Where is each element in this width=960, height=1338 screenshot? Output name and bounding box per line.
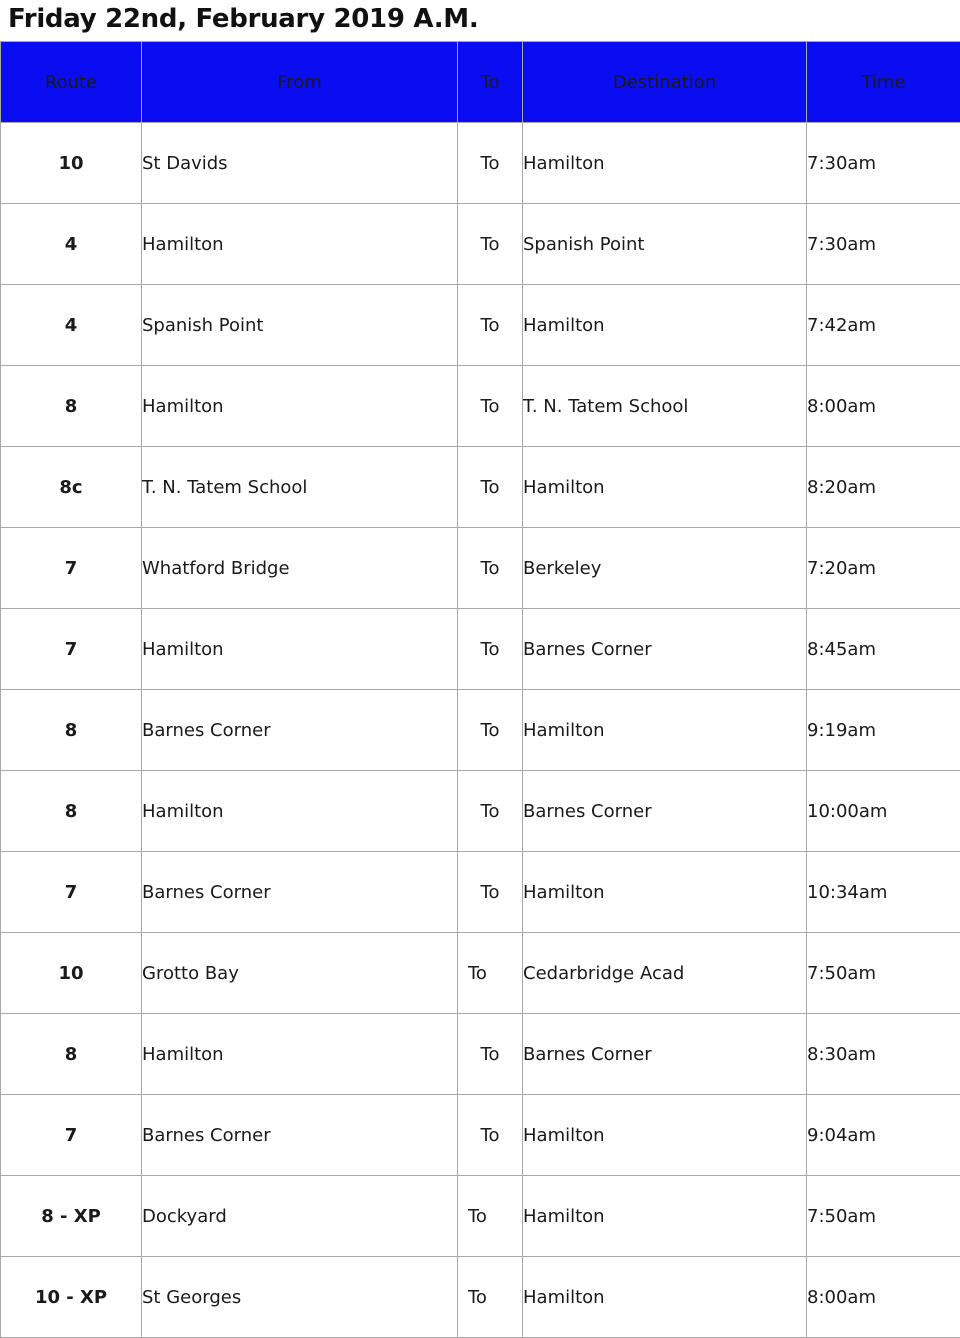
destination-cell: Hamilton: [523, 690, 807, 771]
route-cell: 8: [1, 771, 142, 852]
time-cell: 7:50am: [807, 933, 960, 1014]
to-cell: To: [458, 1176, 523, 1257]
destination-cell: Spanish Point: [523, 204, 807, 285]
to-cell: To: [458, 1257, 523, 1338]
to-cell: To: [458, 609, 523, 690]
to-cell: To: [458, 852, 523, 933]
table-row: [1, 204, 960, 285]
header-row: [1, 42, 960, 123]
table-row: [1, 285, 960, 366]
table-row: [1, 528, 960, 609]
destination-cell: Berkeley: [523, 528, 807, 609]
to-cell: To: [458, 123, 523, 204]
time-cell: 8:00am: [807, 1257, 960, 1338]
to-cell: To: [458, 690, 523, 771]
time-cell: 7:30am: [807, 204, 960, 285]
table-row: [1, 366, 960, 447]
time-cell: 10:34am: [807, 852, 960, 933]
route-cell: 7: [1, 1095, 142, 1176]
destination-cell: Hamilton: [523, 852, 807, 933]
time-cell: 9:19am: [807, 690, 960, 771]
destination-cell: Cedarbridge Acad: [523, 933, 807, 1014]
time-cell: 7:42am: [807, 285, 960, 366]
route-cell: 8: [1, 366, 142, 447]
to-cell: To: [458, 447, 523, 528]
from-cell: Hamilton: [142, 204, 458, 285]
table-row: [1, 447, 960, 528]
to-cell: To: [458, 528, 523, 609]
time-cell: 8:00am: [807, 366, 960, 447]
header-route: Route: [1, 42, 142, 123]
route-cell: 8 - XP: [1, 1176, 142, 1257]
bus-schedule-table: [0, 41, 960, 1338]
page-title: Friday 22nd, February 2019 A.M.: [8, 4, 479, 34]
route-cell: 7: [1, 852, 142, 933]
to-cell: To: [458, 285, 523, 366]
destination-cell: T. N. Tatem School: [523, 366, 807, 447]
table-row: [1, 1176, 960, 1257]
from-cell: Spanish Point: [142, 285, 458, 366]
route-cell: 10: [1, 123, 142, 204]
from-cell: Dockyard: [142, 1176, 458, 1257]
route-cell: 8: [1, 1014, 142, 1095]
table-row: [1, 852, 960, 933]
route-cell: 4: [1, 204, 142, 285]
table-row: [1, 933, 960, 1014]
route-cell: 7: [1, 609, 142, 690]
header-from: From: [142, 42, 458, 123]
from-cell: T. N. Tatem School: [142, 447, 458, 528]
time-cell: 7:20am: [807, 528, 960, 609]
time-cell: 7:30am: [807, 123, 960, 204]
time-cell: 8:45am: [807, 609, 960, 690]
to-cell: To: [458, 204, 523, 285]
from-cell: Hamilton: [142, 771, 458, 852]
destination-cell: Barnes Corner: [523, 1014, 807, 1095]
destination-cell: Hamilton: [523, 447, 807, 528]
table-row: [1, 609, 960, 690]
time-cell: 7:50am: [807, 1176, 960, 1257]
from-cell: Grotto Bay: [142, 933, 458, 1014]
table-row: [1, 1095, 960, 1176]
route-cell: 10: [1, 933, 142, 1014]
time-cell: 8:30am: [807, 1014, 960, 1095]
header-destination: Destination: [523, 42, 807, 123]
table-row: [1, 771, 960, 852]
route-cell: 8c: [1, 447, 142, 528]
from-cell: Barnes Corner: [142, 852, 458, 933]
from-cell: Hamilton: [142, 366, 458, 447]
from-cell: Barnes Corner: [142, 690, 458, 771]
from-cell: Whatford Bridge: [142, 528, 458, 609]
to-cell: To: [458, 933, 523, 1014]
time-cell: 9:04am: [807, 1095, 960, 1176]
from-cell: Barnes Corner: [142, 1095, 458, 1176]
table-row: [1, 690, 960, 771]
to-cell: To: [458, 771, 523, 852]
table-row: [1, 1014, 960, 1095]
route-cell: 4: [1, 285, 142, 366]
destination-cell: Barnes Corner: [523, 771, 807, 852]
table-row: [1, 123, 960, 204]
table-row: [1, 1257, 960, 1338]
destination-cell: Hamilton: [523, 285, 807, 366]
to-cell: To: [458, 1095, 523, 1176]
from-cell: St Davids: [142, 123, 458, 204]
destination-cell: Hamilton: [523, 1176, 807, 1257]
route-cell: 7: [1, 528, 142, 609]
destination-cell: Hamilton: [523, 1257, 807, 1338]
header-time: Time: [807, 42, 960, 123]
to-cell: To: [458, 366, 523, 447]
to-cell: To: [458, 1014, 523, 1095]
header-to: To: [458, 42, 523, 123]
route-cell: 10 - XP: [1, 1257, 142, 1338]
destination-cell: Hamilton: [523, 123, 807, 204]
route-cell: 8: [1, 690, 142, 771]
time-cell: 10:00am: [807, 771, 960, 852]
table-header: [1, 42, 960, 123]
table-body: [1, 123, 960, 1338]
from-cell: Hamilton: [142, 609, 458, 690]
destination-cell: Barnes Corner: [523, 609, 807, 690]
from-cell: St Georges: [142, 1257, 458, 1338]
destination-cell: Hamilton: [523, 1095, 807, 1176]
from-cell: Hamilton: [142, 1014, 458, 1095]
time-cell: 8:20am: [807, 447, 960, 528]
